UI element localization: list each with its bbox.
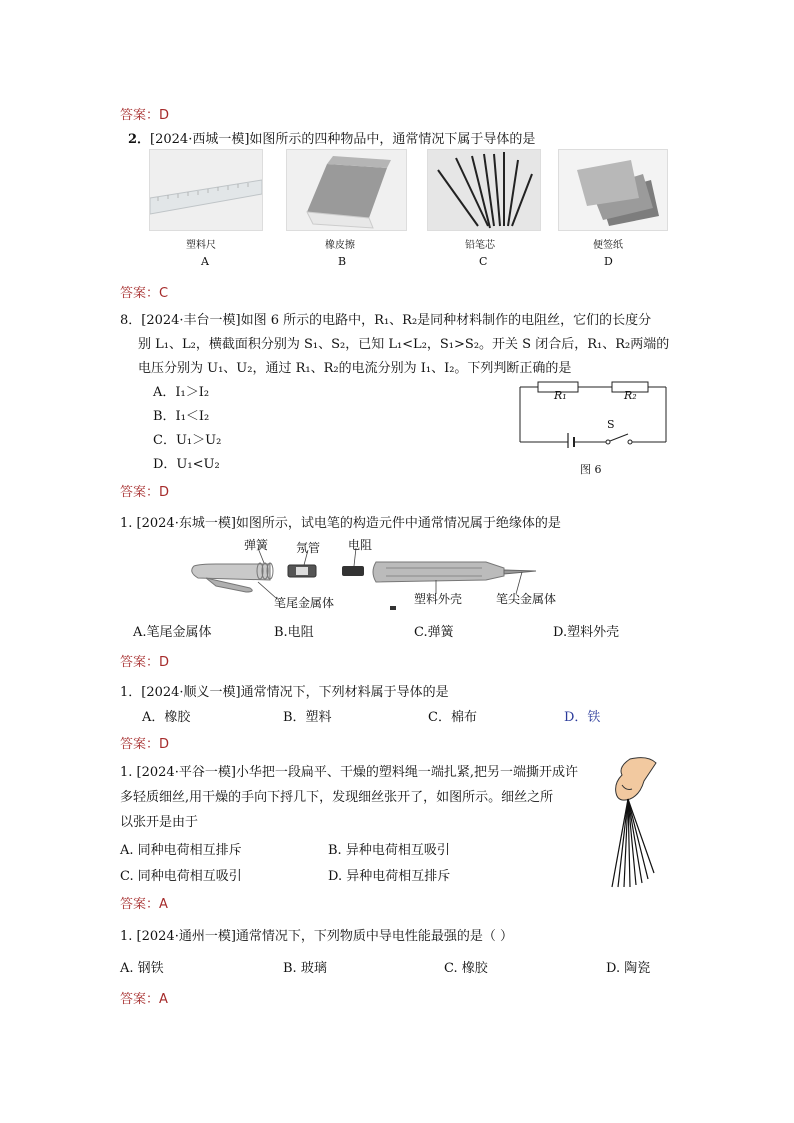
q1c-option-c: C. 同种电荷相互吸引 (120, 869, 242, 884)
hand-strings-figure (604, 755, 660, 891)
test-pen-diagram (186, 536, 566, 614)
answer-q0: 答案：D (120, 108, 170, 123)
eraser-icon (287, 150, 406, 230)
circuit-label-r1: R₁ (554, 389, 567, 402)
caption-c: 铅笔芯 (465, 240, 495, 251)
q1a-option-c: C.弹簧 (414, 625, 454, 640)
q1b-option-a: A．橡胶 (142, 710, 191, 725)
circuit-label-r2: R₂ (624, 389, 637, 402)
answer-q8: 答案：D (120, 485, 170, 500)
q1a-option-a: A.笔尾金属体 (133, 625, 212, 640)
answer-q1b: 答案：D (120, 737, 170, 752)
q2-text: [2024·西城一模]如图所示的四种物品中，通常情况下属于导体的是 (150, 132, 536, 147)
letter-d: D (604, 255, 613, 268)
q1d-option-a: A. 钢铁 (120, 961, 164, 976)
q8-line2: 别 L₁、L₂，横截面积分别为 S₁、S₂，已知 L₁<L₂，S₁>S₂。开关 S 闭合后，R₁、R₂两端的 (138, 337, 670, 352)
answer-q1c: 答案：A (120, 897, 168, 912)
answer-q1a: 答案：D (120, 655, 170, 670)
q2-number: 2． (128, 132, 151, 147)
label-resistor: 电阻 (348, 538, 373, 552)
letter-b: B (338, 255, 347, 268)
q1c-line2: 多轻质细丝,用干燥的手向下捋几下，发现细丝张开了，如图所示。细丝之所 (120, 790, 554, 805)
q1c-option-b: B. 异种电荷相互吸引 (328, 843, 450, 858)
q8-option-b: B．I₁＜I₂ (153, 409, 210, 424)
q1d-option-d: D. 陶瓷 (606, 961, 651, 976)
q1a-option-b: B.电阻 (274, 625, 314, 640)
label-tip-metal: 笔尖金属体 (496, 592, 557, 606)
q8-line1: 8．[2024·丰台一模]如图 6 所示的电路中，R₁、R₂是同种材料制作的电阻丝，它们的长度分 (120, 313, 652, 328)
caption-b: 橡皮擦 (325, 240, 355, 251)
q1b-stem: 1．[2024·顺义一模]通常情况下，下列材料属于导体的是 (120, 685, 449, 700)
caption-a: 塑料尺 (186, 240, 216, 251)
q8-option-c: C．U₁＞U₂ (153, 433, 222, 448)
circuit-diagram (516, 378, 670, 448)
q1c-option-a: A. 同种电荷相互排斥 (120, 843, 242, 858)
ruler-photo (149, 149, 263, 231)
label-plastic-shell: 塑料外壳 (414, 592, 463, 606)
pencil-lead-photo (427, 149, 541, 231)
q1d-stem: 1. [2024·通州一模]通常情况下，下列物质中导电性能最强的是（ ） (120, 929, 514, 944)
q1b-option-c: C．棉布 (428, 710, 477, 725)
hand-with-plastic-strands-icon (604, 755, 660, 891)
figure-6-caption: 图 6 (580, 463, 602, 476)
q1c-line1: 1. [2024·平谷一模]小华把一段扁平、干燥的塑料绳一端扎紧,把另一端撕开成许 (120, 765, 579, 780)
pencil-lead-icon (428, 150, 540, 230)
ruler-icon (150, 150, 262, 230)
label-tail-metal: 笔尾金属体 (274, 596, 335, 610)
q2-stem (128, 128, 535, 147)
eraser-photo (286, 149, 407, 231)
label-neon: 氖管 (296, 541, 321, 555)
q8-option-d: D．U₁<U₂ (153, 457, 220, 472)
answer-q1d: 答案：A (120, 992, 168, 1007)
q1a-stem: 1. [2024·东城一模]如图所示，试电笔的构造元件中通常情况属于绝缘体的是 (120, 516, 561, 531)
letter-c: C (479, 255, 488, 268)
q1c-option-d: D. 异种电荷相互排斥 (328, 869, 451, 884)
circuit-label-s: S (607, 418, 615, 431)
letter-a: A (201, 255, 209, 268)
q1b-option-d: D．铁 (564, 710, 601, 725)
q1b-option-b: B．塑料 (283, 710, 332, 725)
circuit-icon (516, 378, 670, 448)
q1a-option-d: D.塑料外壳 (553, 625, 620, 640)
q8-option-a: A．I₁＞I₂ (153, 385, 210, 400)
label-spring: 弹簧 (244, 538, 269, 552)
q1d-option-b: B. 玻璃 (283, 961, 327, 976)
answer-q2: 答案：C (120, 286, 169, 301)
sticky-note-photo (558, 149, 668, 231)
q8-line3: 电压分别为 U₁、U₂，通过 R₁、R₂的电流分别为 I₁、I₂。下列判断正确的是 (138, 361, 572, 376)
sticky-note-icon (559, 150, 667, 230)
q1d-option-c: C. 橡胶 (444, 961, 488, 976)
q1c-line3: 以张开是由于 (120, 815, 199, 830)
caption-d: 便签纸 (593, 240, 623, 251)
